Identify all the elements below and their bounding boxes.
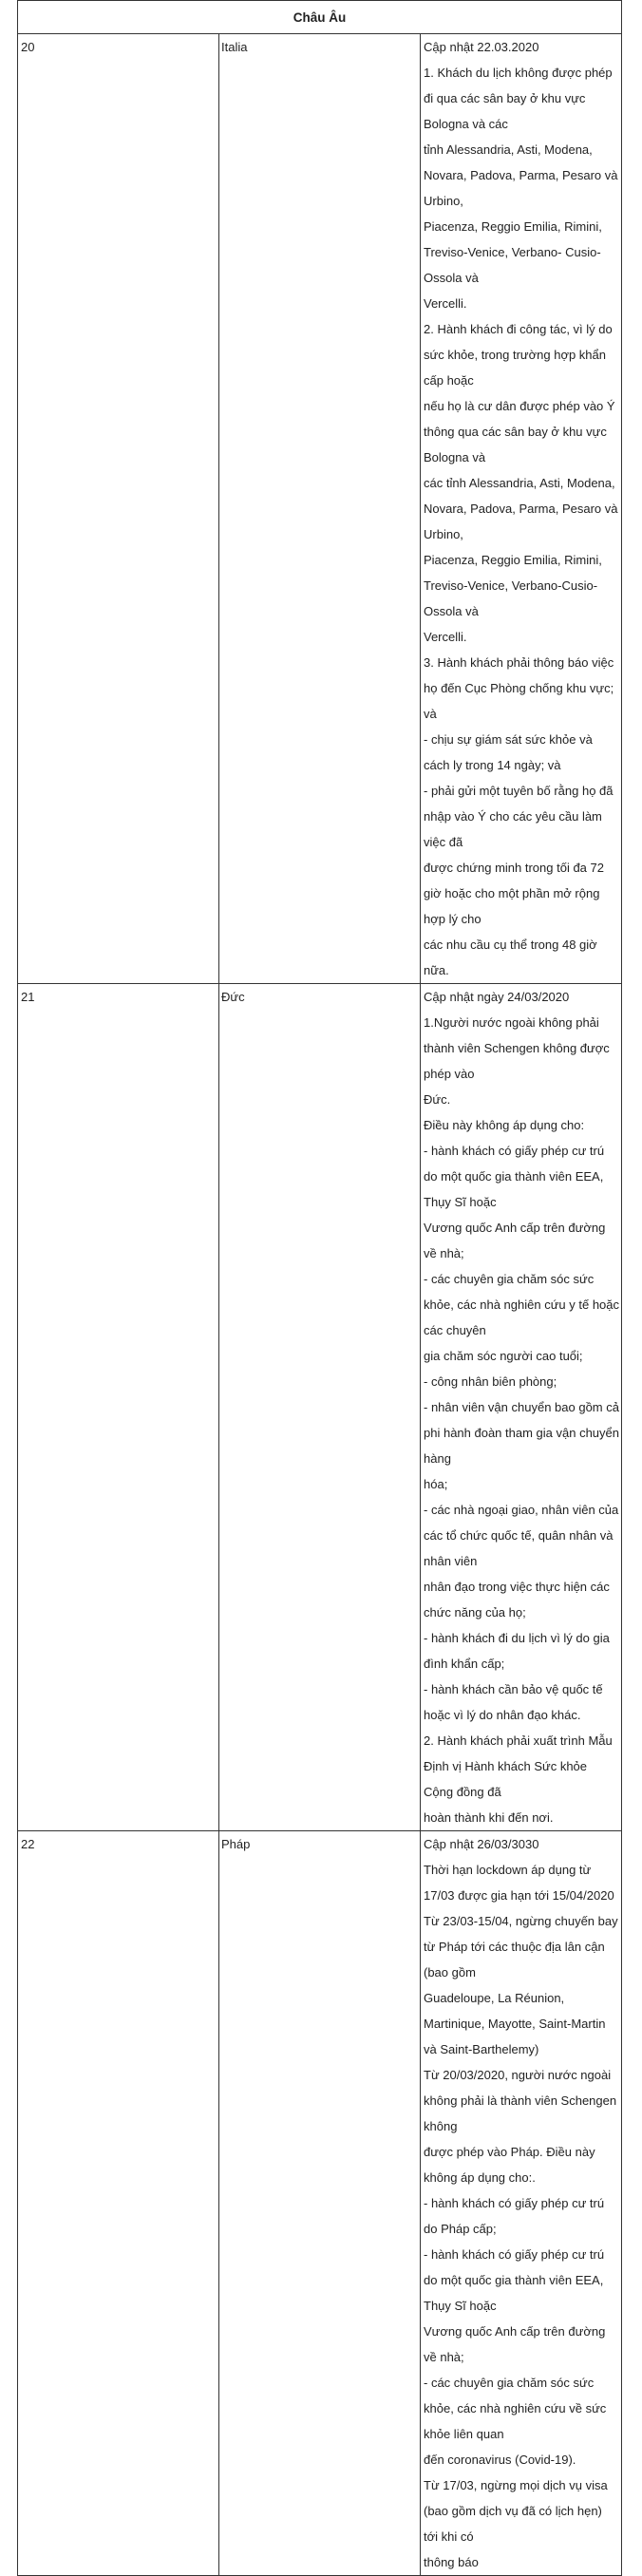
note-line: Vương quốc Anh cấp trên đường về nhà; [424,1221,606,1260]
note-line: - hành khách có giấy phép cư trú do Pháp cấp; [424,2196,605,2236]
note-line: Cập nhật 22.03.2020 [424,40,539,54]
country-cell [219,34,421,984]
note-line: được chứng minh trong tối đa 72 giờ hoặc cho một phần mở rộng hợp lý cho [424,861,604,926]
note-line: tỉnh Alessandria, Asti, Modena, Novara, Padova, Parma, Pesaro và Urbino, [424,142,618,208]
note-line: - công nhân biên phòng; [424,1374,557,1389]
note-line: Từ 20/03/2020, người nước ngoài không phải là thành viên Schengen không [424,2068,617,2133]
note-line: Từ 23/03-15/04, ngừng chuyến bay từ Pháp tới các thuộc địa lân cận (bao gồm [424,1914,618,1979]
note-line: - hành khách đi du lịch vì lý do gia đình khẩn cấp; [424,1631,610,1671]
note-line: Đức. [424,1092,451,1107]
note-line: - chịu sự giám sát sức khỏe và cách ly trong 14 ngày; và [424,732,593,772]
note-line: - phải gửi một tuyên bố rằng họ đã nhập vào Ý cho các yêu cầu làm việc đã [424,784,614,849]
row-number: 20 [21,40,35,54]
notes-cell [421,1831,622,2576]
note-line: - hành khách có giấy phép cư trú do một quốc gia thành viên EEA, Thụy Sĩ hoặc [424,1144,605,1209]
row-number: 22 [21,1837,35,1851]
note-line: Vercelli. [424,630,467,644]
note-line: - các chuyên gia chăm sóc sức khỏe, các nhà nghiên cứu y tế hoặc các chuyên [424,1272,620,1337]
note-line: 1. Khách du lịch không được phép đi qua các sân bay ở khu vực Bologna và các [424,66,613,131]
note-line: Từ 17/03, ngừng mọi dịch vụ visa (bao gồm dịch vụ đã có lịch hẹn) tới khi có [424,2478,608,2544]
note-line: - các nhà ngoại giao, nhân viên của các tổ chức quốc tế, quân nhân và nhân viên [424,1503,619,1568]
note-line: - các chuyên gia chăm sóc sức khỏe, các nhà nghiên cứu về sức khỏe liên quan [424,2376,607,2441]
note-line: - hành khách có giấy phép cư trú do một quốc gia thành viên EEA, Thụy Sĩ hoặc [424,2247,605,2313]
country-name: Italia [221,40,248,54]
note-line: Điều này không áp dụng cho: [424,1118,585,1132]
country-name: Đức [221,990,245,1004]
note-line: thông báo [424,2555,479,2569]
table-header-row [18,1,622,34]
table-row [18,984,622,1831]
row-number-cell [18,1831,219,2576]
note-line: Cập nhật 26/03/3030 [424,1837,539,1851]
country-cell [219,1831,421,2576]
region-header: Châu Âu [18,1,622,34]
country-name: Pháp [221,1837,251,1851]
note-line: hoàn thành khi đến nơi. [424,1810,554,1825]
notes-cell [421,984,622,1831]
note-line: Thời hạn lockdown áp dụng từ 17/03 được gia hạn tới 15/04/2020 [424,1863,614,1903]
note-line: 3. Hành khách phải thông báo việc họ đến Cục Phòng chống khu vực; và [424,655,614,721]
table-row [18,1831,622,2576]
note-line: các nhu cầu cụ thể trong 48 giờ nữa. [424,938,597,977]
note-line: - hành khách cần bảo vệ quốc tế hoặc vì lý do nhân đạo khác. [424,1682,603,1722]
note-line: Vercelli. [424,296,467,311]
table-row [18,34,622,984]
note-line: Vương quốc Anh cấp trên đường về nhà; [424,2324,606,2364]
note-line: Piacenza, Reggio Emilia, Rimini, Treviso-Venice, Verbano- Cusio-Ossola và [424,219,602,285]
note-line: nhân đạo trong việc thực hiện các chức năng của họ; [424,1580,610,1619]
row-number-cell [18,984,219,1831]
note-line: được phép vào Pháp. Điều này không áp dụng cho:. [424,2145,595,2185]
note-line: - nhân viên vận chuyển bao gồm cả phi hành đoàn tham gia vận chuyển hàng [424,1400,619,1466]
note-line: 2. Hành khách phải xuất trình Mẫu Định vị Hành khách Sức khỏe Cộng đồng đã [424,1733,613,1799]
note-line: 1.Người nước ngoài không phải thành viên Schengen không được phép vào [424,1015,610,1081]
travel-restrictions-table [17,0,622,2576]
note-line: nếu họ là cư dân được phép vào Ý thông qua các sân bay ở khu vực Bologna và [424,399,615,464]
notes-cell [421,34,622,984]
note-line: các tỉnh Alessandria, Asti, Modena, Novara, Padova, Parma, Pesaro và Urbino, [424,476,618,541]
note-line: Guadeloupe, La Réunion, Martinique, Mayotte, Saint-Martin và Saint-Barthelemy) [424,1991,606,2056]
note-line: 2. Hành khách đi công tác, vì lý do sức khỏe, trong trường hợp khẩn cấp hoặc [424,322,613,388]
row-number: 21 [21,990,35,1004]
note-line: gia chăm sóc người cao tuổi; [424,1349,583,1363]
note-line: Piacenza, Reggio Emilia, Rimini, Treviso-Venice, Verbano-Cusio-Ossola và [424,553,602,618]
row-number-cell [18,34,219,984]
country-cell [219,984,421,1831]
note-line: Cập nhật ngày 24/03/2020 [424,990,570,1004]
note-line: hóa; [424,1477,448,1491]
note-line: đến coronavirus (Covid-19). [424,2453,576,2467]
